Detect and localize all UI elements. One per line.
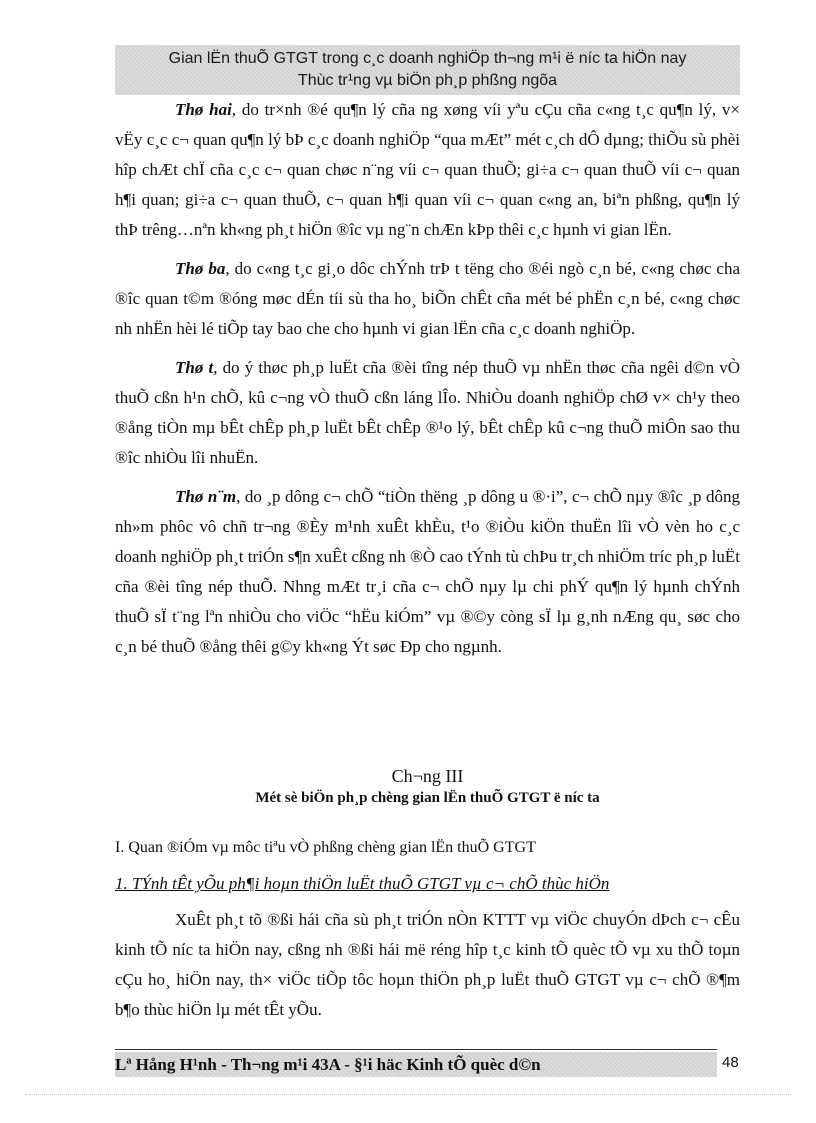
paragraph-text: , do tr×nh ®é qu¶n lý cña ng xøng víi yªu cÇu cña c«ng t¸c qu¶n lý, v× vËy c¸c c¬ quan qu¶n lý bÞ c¸c doanh nghiÖp “qua mÆt” mét c¸ch dÔ dµng; thiÕu sù phèi hîp chÆt chÏ cña c¸c c¬ quan chøc n¨ng víi c¬ quan thuÕ; gi÷a c¬ quan thuÕ víi c¬ quan h¶i quan; gi÷a c¬ quan thuÕ, c¬ quan h¶i quan víi c¬ quan c«ng an, biªn phßng, qu¶n lý thÞ trêng…nªn kh«ng ph¸t hiÖn ®îc vµ ng¨n chÆn kÞp thêi c¸c hµnh vi gian lËn. xyxy=(115,100,740,239)
paragraph-lead: Thø hai xyxy=(175,100,232,119)
paragraph-reason-2 xyxy=(115,95,740,245)
running-header xyxy=(115,45,740,95)
section-body xyxy=(115,905,740,1025)
header-subtitle: Thùc tr¹ng vµ biÖn ph¸p phßng ngõa xyxy=(297,72,558,89)
paragraph-lead: Thø ba xyxy=(175,259,226,278)
paragraph-reason-4 xyxy=(115,353,740,473)
chapter-title: Ch¬ng III xyxy=(391,766,464,786)
section-paragraph: XuÊt ph¸t tõ ®ßi hái cña sù ph¸t triÓn nÒn KTTT vµ viÖc chuyÓn dÞch c¬ cÊu kinh tÕ níc ta hiÖn nay, cßng nh ®ßi hái më réng hîp t¸c kinh tÕ quèc tÕ vµ xu thÕ toµn cÇu ho¸ hiÖn nay, th× viÖc tiÕp tôc hoµn thiÖn ph¸p luËt thuÕ GTGT vµ c¬ chÕ ®¶m b¶o thùc hiÖn lµ mét tÊt yÕu. xyxy=(115,910,740,1019)
paragraph-reason-3 xyxy=(115,254,740,344)
paragraph-text: , do c«ng t¸c gi¸o dôc chÝnh trÞ t tëng cho ®éi ngò c¸n bé, c«ng chøc cha ®îc quan t©m ®óng møc dÉn tíi sù tha ho¸ biÕn chÊt cña mét bé phËn c¸n bé, c«ng chøc nh nhËn hèi lé tiÕp tay bao che cho hµnh vi gian lËn cña c¸c doanh nghiÖp. xyxy=(115,259,740,338)
body-paragraphs xyxy=(115,95,740,662)
chapter-subtitle: Mét sè biÖn ph¸p chèng gian lËn thuÕ GTGT ë níc ta xyxy=(255,790,600,806)
paragraph-lead: Thø n¨m xyxy=(175,487,237,506)
paragraph-lead: Thø t xyxy=(175,358,214,377)
paragraph-reason-5 xyxy=(115,482,740,662)
paragraph-text: , do ¸p dông c¬ chÕ “tiÒn thëng ¸p dông u ®·i”, c¬ chÕ nµy ®îc ¸p dông nh»m phôc vô chñ tr¬ng ®Èy m¹nh xuÊt khÈu, t¹o ®iÒu kiÖn thuËn lîi vÒ vèn ho c¸c doanh nghiÖp ph¸t triÓn s¶n xuÊt cßng nh ®Ò cao tÝnh tù chÞu tr¸ch nhiÖm tríc ph¸p luËt cña ®èi tîng nép thuÕ. Nhng mÆt tr¸i cña c¬ chÕ nµy lµ chi phÝ qu¶n lý hµnh chÝnh thuÕ sÏ t¨ng lªn nhiÒu cho viÖc “hËu kiÓm” vµ ®©y còng sÏ lµ g¸nh nÆng qu¸ søc cho c¸n bé thuÕ ®ång thêi g©y kh«ng Ýt søc Ðp cho ngµnh. xyxy=(115,487,740,656)
paragraph-text: , do ý thøc ph¸p luËt cña ®èi tîng nép thuÕ vµ nhËn thøc cña ngêi d©n vÒ thuÕ cßn h¹n chÕ, kû c¬ng vÒ thuÕ cßn láng lÎo. NhiÒu doanh nghiÖp chØ v× ch¹y theo ®ång tiÒn mµ bÊt chÊp ph¸p luËt bÊt chÊp ®¹o lý, bÊt chÊp kû c¬ng thuÕ miÔn sao thu ®îc nhiÒu lîi nhuËn. xyxy=(115,358,741,467)
subsection-heading: 1. TÝnh tÊt yÕu ph¶i hoµn thiÖn luËt thuÕ GTGT vµ c¬ chÕ thùc hiÖn xyxy=(115,874,610,893)
page-number: 48 xyxy=(722,1054,739,1071)
page-edge-divider xyxy=(25,1094,791,1095)
header-title: Gian lËn thuÕ GTGT trong c¸c doanh nghiÖp th¬ng m¹i ë níc ta hiÖn nay xyxy=(168,50,687,67)
section-heading: I. Quan ®iÓm vµ môc tiªu vÒ phßng chèng gian lËn thuÕ GTGT xyxy=(115,839,536,856)
footer-rule xyxy=(115,1049,717,1050)
running-footer: Lª Hång H¹nh - Th¬ng m¹i 43A - §¹i häc Kinh tÕ quèc d©n xyxy=(115,1052,717,1077)
